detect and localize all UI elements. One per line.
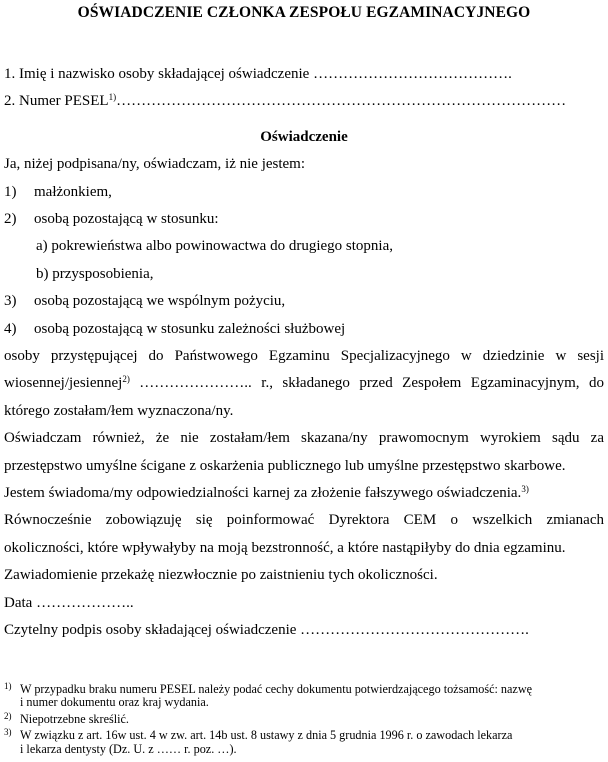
list-item-4 — [4, 321, 345, 338]
list-item-number: 3) — [4, 293, 17, 309]
pesel-field-label: 2. Numer PESEL — [4, 93, 109, 109]
signature-line: Czytelny podpis osoby składającej oświadczenie ………………………………………. — [4, 622, 529, 638]
session-footnote-ref: 2) — [122, 374, 130, 384]
footnote-mark: 2) — [4, 711, 12, 721]
footnote-text: i numer dokumentu oraz kraj wydania. — [20, 695, 209, 709]
list-item-text: małżonkiem, — [34, 184, 112, 200]
para4-line3: Zawiadomienie przekażę niezwłocznie po zaistnieniu tych okoliczności. — [4, 567, 438, 583]
list-item-text: osobą pozostającą w stosunku zależności służbowej — [34, 321, 346, 337]
name-field-dots: …………………………………. — [313, 66, 512, 82]
footnote-mark: 3) — [4, 727, 12, 737]
pesel-field-dots: ……………………………………………………………………………… — [116, 93, 567, 109]
sub-item-b: b) przysposobienia, — [36, 266, 154, 282]
para2-line2: przestępstwo umyślne ścigane z oskarżenia publicznego lub umyślne przestępstwo skarbowe. — [4, 458, 566, 474]
list-item-number: 2) — [4, 211, 17, 227]
para3-line — [4, 485, 529, 502]
para4-line2: okoliczności, które wpływałyby na moją bezstronność, a które nastąpiłyby do dnia egzaminu. — [4, 540, 566, 556]
list-item-number: 4) — [4, 321, 17, 337]
para4-line1: Równocześnie zobowiązuję się poinformować Dyrektora CEM o wszelkich zmianach — [4, 512, 604, 528]
para2-line1: Oświadczam również, że nie zostałam/łem skazana/ny prawomocnym wyrokiem sądu za — [4, 430, 604, 446]
pesel-footnote-ref: 1) — [108, 92, 117, 102]
document-title: OŚWIADCZENIE CZŁONKA ZESPOŁU EGZAMINACYJNEGO — [77, 4, 531, 21]
footnote-text: W związku z art. 16w ust. 4 w zw. art. 14b ust. 8 ustawy z dnia 5 grudnia 1996 r. o zawodach lekarza — [20, 728, 513, 742]
footnote-text: W przypadku braku numeru PESEL należy podać cechy dokumentu potwierdzającego tożsamość: nazwę — [20, 682, 533, 696]
para3-footnote-ref: 3) — [521, 484, 529, 494]
list-item-text: osobą pozostającą we wspólnym pożyciu, — [34, 293, 286, 309]
list-item-text: osobą pozostającą w stosunku: — [34, 211, 219, 227]
session-rest: ………………….. r., składanego przed Zespołem Egzaminacyjnym, do — [139, 375, 604, 391]
date-line: Data ……………….. — [4, 595, 134, 611]
para1-line3: którego zostałam/łem wyznaczona/ny. — [4, 403, 234, 419]
list-item-number: 1) — [4, 184, 17, 200]
name-field-line — [4, 66, 512, 83]
footnote-mark: 1) — [4, 681, 12, 691]
para1-line2 — [4, 375, 604, 392]
para1-line1: osoby przystępującej do Państwowego Egzaminu Specjalizacyjnego w dziedzinie w sesji — [4, 348, 604, 364]
footnote-text: i lekarza dentysty (Dz. U. z …… r. poz. …). — [20, 742, 237, 756]
footnote-text: Niepotrzebne skreślić. — [20, 712, 129, 726]
pesel-field-line — [4, 93, 566, 110]
sub-item-a: a) pokrewieństwa albo powinowactwa do drugiego stopnia, — [36, 238, 393, 254]
para3-text: Jestem świadoma/my odpowiedzialności karnej za złożenie fałszywego oświadczenia. — [4, 485, 522, 501]
intro-text: Ja, niżej podpisana/ny, oświadczam, iż nie jestem: — [4, 156, 306, 172]
section-title: Oświadczenie — [260, 129, 348, 145]
list-item-1 — [4, 184, 112, 201]
name-field-label: 1. Imię i nazwisko osoby składającej oświadczenie — [4, 66, 310, 82]
list-item-2 — [4, 211, 219, 228]
list-item-3 — [4, 293, 285, 310]
session-label: wiosennej/jesiennej — [4, 375, 123, 391]
